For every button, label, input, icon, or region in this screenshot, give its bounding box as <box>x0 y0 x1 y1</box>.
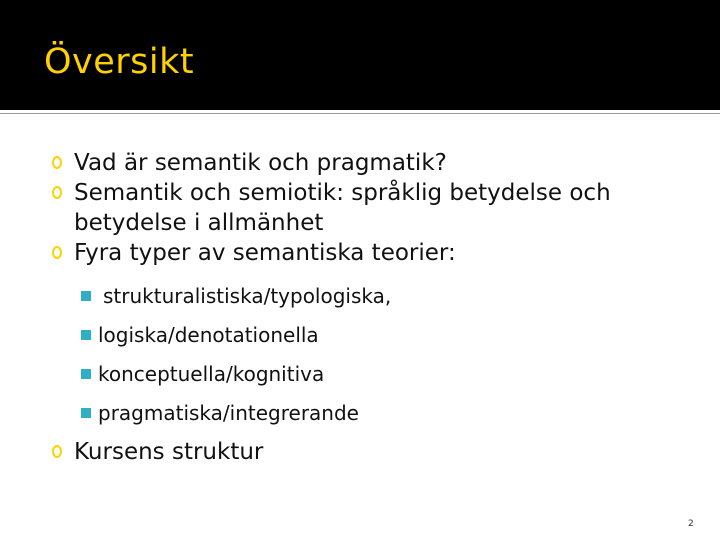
bullet-text: Kursens struktur <box>74 439 264 465</box>
bullet-item <box>52 148 692 178</box>
sub-bullet-text: konceptuella/kognitiva <box>98 362 325 386</box>
square-bullet-icon <box>81 408 91 418</box>
hollow-circle-bullet-icon <box>52 156 62 169</box>
sub-bullet-list <box>52 277 692 433</box>
sub-bullet-text: logiska/denotationella <box>98 323 319 347</box>
title-band <box>0 0 720 110</box>
sub-bullet-item <box>52 355 692 394</box>
bullet-list <box>52 148 692 467</box>
bullet-item <box>52 178 692 238</box>
sub-bullet-item <box>52 277 692 316</box>
page-number: 2 <box>688 519 694 529</box>
bullet-text: Semantik och semiotik: språklig betydelse och betydelse i allmänhet <box>74 180 611 236</box>
bullet-text: Vad är semantik och pragmatik? <box>74 150 447 176</box>
hollow-circle-bullet-icon <box>52 186 62 199</box>
bullet-item <box>52 238 692 268</box>
sub-bullet-item <box>52 316 692 355</box>
hollow-circle-bullet-icon <box>52 246 62 259</box>
slide-title: Översikt <box>44 42 195 82</box>
sub-bullet-text: strukturalistiska/typologiska, <box>103 284 392 308</box>
bullet-text: Fyra typer av semantiska teorier: <box>74 240 456 266</box>
square-bullet-icon <box>81 330 91 340</box>
sub-bullet-text: pragmatiska/integrerande <box>98 401 359 425</box>
title-divider <box>0 113 720 114</box>
square-bullet-icon <box>81 291 91 301</box>
square-bullet-icon <box>81 369 91 379</box>
hollow-circle-bullet-icon <box>52 445 62 458</box>
sub-bullet-item <box>52 394 692 433</box>
bullet-item <box>52 437 692 467</box>
